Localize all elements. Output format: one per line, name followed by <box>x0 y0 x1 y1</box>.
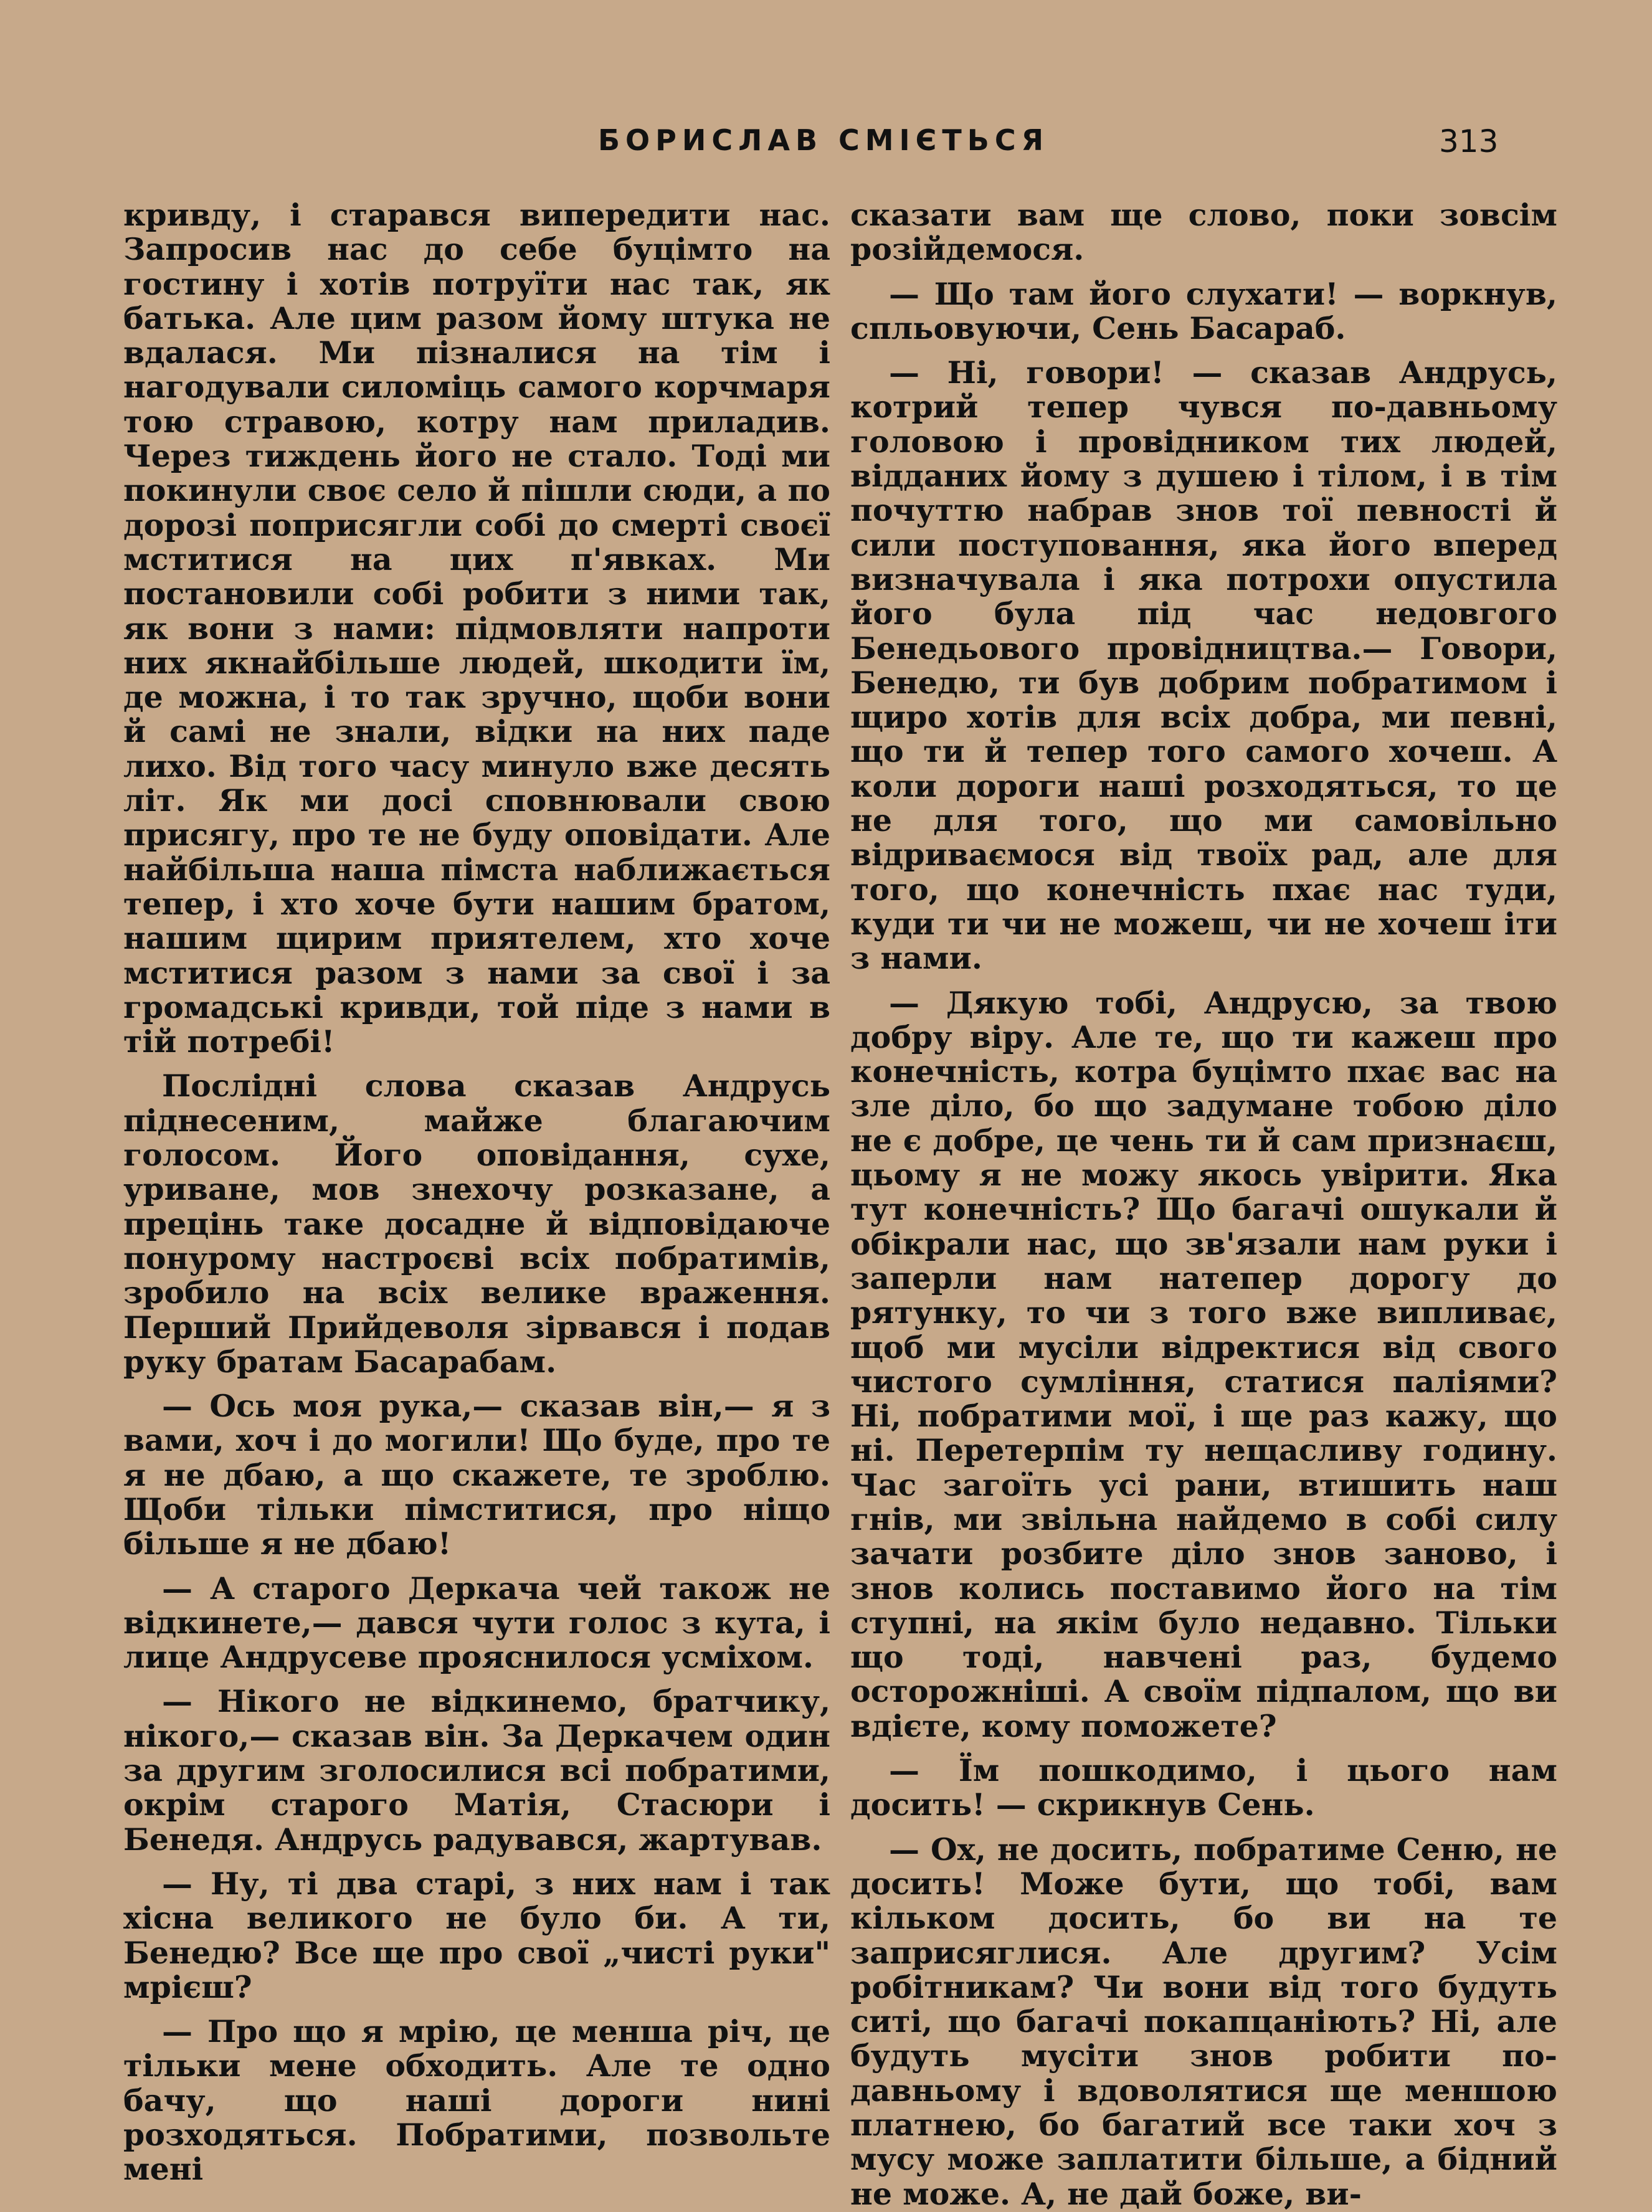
page-number: 313 <box>1439 123 1499 159</box>
paragraph: Послідні слова сказав Андрусь піднесеним, майже благаючим голосом. Його оповідання, сухе, уриване, мов знехочу розказане, а прецінь таке досадне й відповідаюче понурому настроєві всіх побратимів, зробило на всіх велике враження. Перший Прийдеволя зірвався і подав руку братам Басарабам. <box>123 1068 830 1380</box>
paragraph: — Про що я мрію, це менша річ, це тільки мене обходить. Але те одно бачу, що наші дороги нині розходяться. Побратими, позвольте мені <box>123 2013 830 2188</box>
paragraph: сказати вам ще слово, поки зовсім розійдемося. <box>850 197 1557 268</box>
right-column <box>850 197 1557 2212</box>
page-header <box>0 0 1652 206</box>
paragraph: — Ось моя рука,— сказав він,— я з вами, хоч і до могили! Що буде, про те я не дбаю, а що скажете, те зроблю. Щоби тільки пімститися, про ніщо більше я не дбаю! <box>123 1388 830 1562</box>
running-title: БОРИСЛАВ СМІЄТЬСЯ <box>598 123 1050 157</box>
paragraph: — А старого Деркача чей також не відкинете,— дався чути голос з кута, і лице Андрусеве прояснилося усміхом. <box>123 1570 830 1676</box>
paragraph: — Ну, ті два старі, з них нам і так хісна великого не було би. А ти, Бенедю? Все ще про свої „чисті руки" мрієш? <box>123 1865 830 2005</box>
paragraph: — Що там його слухати! — воркнув, спльовуючи, Сень Басараб. <box>850 275 1557 346</box>
paragraph: — Ох, не досить, побратиме Сеню, не досить! Може бути, що тобі, вам кільком досить, бо ви на те заприсяглися. Але другим? Усім робітникам? Чи вони від того будуть ситі, що багачі покапцанiють? Ні, але будуть мусіти знов робити по-давньому і вдоволятися ще меншою платнею, бо багатий все таки хоч з мусу може заплатити більше, а бідний не може. А, не дай боже, ви- <box>850 1831 1557 2212</box>
paragraph: — Ні, говори! — сказав Андрусь, котрий тепер чувся по-давньому головою і провідником тих людей, відданих йому з душею і тілом, і в тім почуттю набрав знов тої певності й сили поступовання, яка його вперед визначувала і яка потрохи опустила його була під час недовгого Бенедьового провідництва.— Говори, Бенедю, ти був добрим побратимом і щиро хотів для всіх добра, ми певні, що ти й тепер того самого хочеш. А коли дороги наші розходяться, то це не для того, що ми самовільно відриваємося від твоїх рад, але для того, що конечність пхає нас туди, куди ти чи не можеш, чи не хочеш іти з нами. <box>850 354 1557 977</box>
paragraph: — Дякую тобі, Андрусю, за твою добру віру. Але те, що ти кажеш про конечність, котра буцімто пхає вас на зле діло, бо що задумане тобою діло не є добре, це чень ти й сам признаєш, цьому я не можу якось увірити. Яка тут конечність? Що багачі ошукали й обікрали нас, що зв'язали нам руки і заперли нам натепер дорогу до рятунку, то чи з того вже випливає, щоб ми мусіли відректися від свого чистого сумління, статися паліями? Ні, побратими мої, і ще раз кажу, що ні. Перетерпім ту нещасливу годину. Час загоїть усі рани, втишить наш гнів, ми звільна найдемо в собі силу зачати розбите діло знов заново, і знов колись поставимо його на тім ступні, на якім було недавно. Тільки що тоді, навчені раз, будемо осторожніші. А своїм підпалом, що ви вдієте, кому поможете? <box>850 984 1557 1744</box>
left-column <box>123 197 830 2188</box>
paragraph: кривду, і старався випередити нас. Запросив нас до себе буцімто на гостину і хотів потруїти нас так, як батька. Але цим разом йому штука не вдалася. Ми пізналися на тім і нагодували силоміць самого корчмаря тою стравою, котру нам приладив. Через тиждень його не стало. Тоді ми покинули своє село й пішли сюди, а по дорозі поприсягли собі до смерті своєї мститися на цих п'явках. Ми постановили собі робити з ними так, як вони з нами: підмовляти напроти них якнайбільше людей, шкодити їм, де можна, і то так зручно, щоби вони й самі не знали, відки на них паде лихо. Від того часу минуло вже десять літ. Як ми досі сповнювали свою присягу, про те не буду оповідати. Але найбільша наша пімста наближається тепер, і хто хоче бути нашим братом, нашим щирим приятелем, хто хоче мститися разом з нами за свої і за громадські кривди, той піде з нами в тій потребі! <box>123 197 830 1060</box>
paragraph: — Нікого не відкинемо, братчику, нікого,— сказав він. За Деркачем один за другим зголосилися всі побратими, окрім старого Матія, Стасюри і Бенедя. Андрусь радувався, жартував. <box>123 1683 830 1858</box>
paragraph: — Їм пошкодимо, і цього нам досить! — скрикнув Сень. <box>850 1752 1557 1823</box>
